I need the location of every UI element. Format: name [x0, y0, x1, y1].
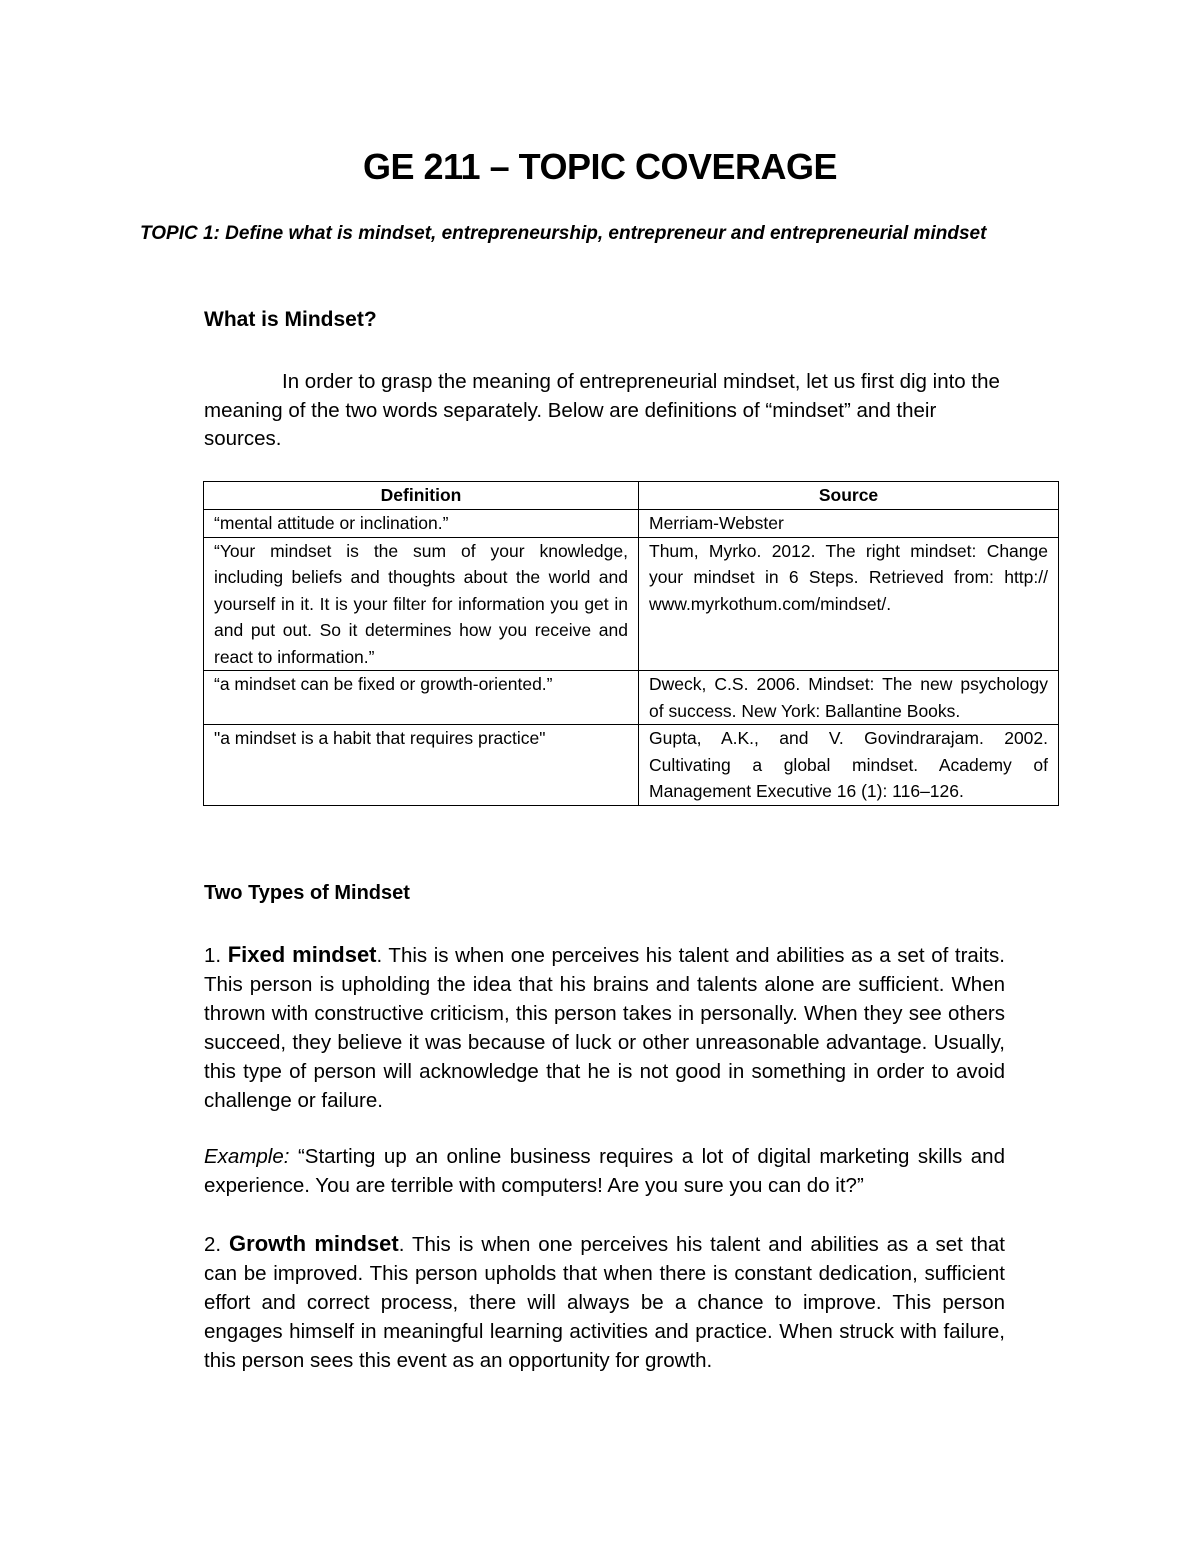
header-definition: Definition: [204, 482, 639, 510]
table-row: [204, 725, 1059, 806]
definition-cell: “Your mindset is the sum of your knowledge, including beliefs and thoughts about the world and yourself in it. It is your filter for information you get in and put out. So it determines how you receive and react to information.”: [204, 537, 639, 671]
table-header-row: [204, 482, 1059, 510]
intro-paragraph: [204, 368, 1004, 454]
source-cell: Merriam-Webster: [639, 510, 1059, 538]
section-heading-two-types: Two Types of Mindset: [204, 882, 410, 904]
header-source: Source: [639, 482, 1059, 510]
source-cell: Dweck, C.S. 2006. Mindset: The new psychology of success. New York: Ballantine Books.: [639, 671, 1059, 725]
example-label: Example:: [204, 1145, 290, 1168]
definitions-table: [203, 481, 1059, 806]
definition-cell: "a mindset is a habit that requires practice": [204, 725, 639, 806]
source-cell: Thum, Myrko. 2012. The right mindset: Change your mindset in 6 Steps. Retrieved from: http:// www.myrkothum.com/mindset/.: [639, 537, 1059, 671]
definition-cell: “mental attitude or inclination.”: [204, 510, 639, 538]
fixed-mindset-paragraph: [204, 940, 1005, 1115]
table-row: [204, 510, 1059, 538]
definition-cell: “a mindset can be fixed or growth-oriented.”: [204, 671, 639, 725]
topic-heading: TOPIC 1: Define what is mindset, entrepreneurship, entrepreneur and entrepreneurial mindset: [140, 223, 987, 244]
growth-term: Growth mindset: [229, 1231, 399, 1256]
growth-mindset-paragraph: [204, 1229, 1005, 1375]
source-cell: Gupta, A.K., and V. Govindrarajam. 2002. Cultivating a global mindset. Academy of Management Executive 16 (1): 116–126.: [639, 725, 1059, 806]
growth-text: . This is when one perceives his talent and abilities as a set that can be improved. This person upholds that when there is constant dedication, sufficient effort and correct process, there will always be a chance to improve. This person engages himself in meaningful learning activities and practice. When struck with failure, this person sees this event as an opportunity for growth.: [204, 1233, 1005, 1372]
table-row: [204, 537, 1059, 671]
example-text: “Starting up an online business requires a lot of digital marketing skills and experience. You are terrible with computers! Are you sure you can do it?”: [204, 1145, 1005, 1197]
section-heading-what-is-mindset: What is Mindset?: [204, 308, 377, 331]
growth-number: 2.: [204, 1233, 222, 1256]
intro-text: In order to grasp the meaning of entrepreneurial mindset, let us first dig into the meaning of the two words separately. Below are definitions of “mindset” and their sources.: [204, 370, 1000, 450]
fixed-text: . This is when one perceives his talent and abilities as a set of traits. This person is upholding the idea that his brains and talents alone are sufficient. When thrown with constructive criticism, this person takes in personally. When they see others succeed, they believe it was because of luck or other unreasonable advantage. Usually, this type of person will acknowledge that he is not good in something in order to avoid challenge or failure.: [204, 944, 1005, 1112]
example-paragraph: [204, 1142, 1005, 1200]
page-title: GE 211 – TOPIC COVERAGE: [362, 146, 837, 187]
fixed-number: 1.: [204, 944, 222, 967]
fixed-term: Fixed mindset: [227, 942, 377, 967]
table-row: [204, 671, 1059, 725]
